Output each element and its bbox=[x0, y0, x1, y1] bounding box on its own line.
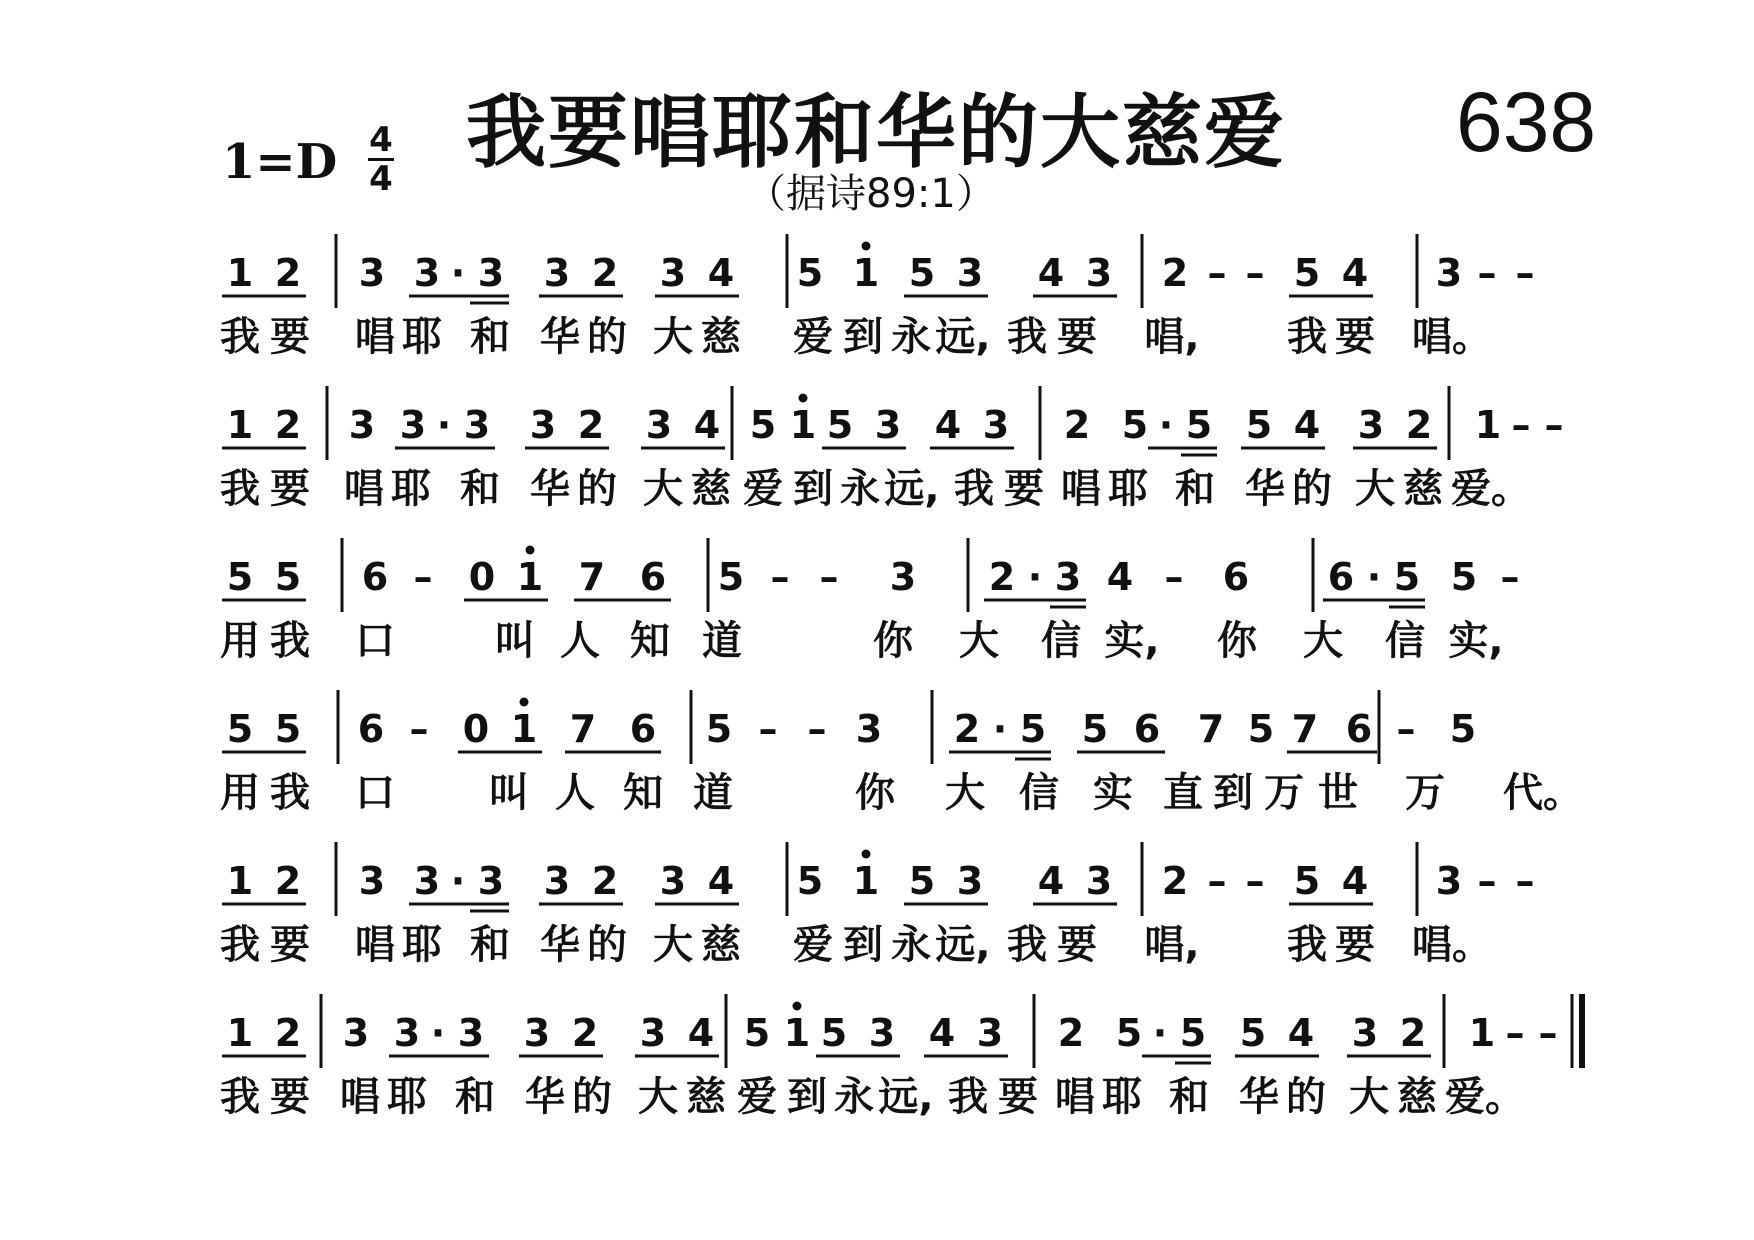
lyric-char: 我 bbox=[1007, 314, 1047, 360]
note: 4 bbox=[928, 1011, 956, 1055]
note: – bbox=[1245, 859, 1265, 903]
lyric-char: 华 bbox=[1239, 1074, 1279, 1120]
lyric-char: 耶 bbox=[1108, 466, 1148, 512]
lyric-char: 的 bbox=[587, 314, 627, 360]
note: 5 bbox=[1019, 707, 1047, 751]
note: 3 bbox=[342, 1011, 370, 1055]
lyric-char: 要 bbox=[270, 466, 310, 512]
note: – bbox=[1164, 555, 1184, 599]
note: 2 bbox=[1161, 251, 1189, 295]
lyric-char: 慈 bbox=[1403, 466, 1443, 512]
note: 3 bbox=[1351, 1011, 1379, 1055]
lyric-char: 华 bbox=[1245, 466, 1285, 512]
lyric-char: 大 bbox=[959, 618, 999, 664]
lyric-char: 要 bbox=[270, 922, 310, 968]
lyric-char: 到 bbox=[843, 314, 883, 360]
lyric-char: 大 bbox=[653, 314, 693, 360]
lyric-char: 远, bbox=[935, 314, 991, 360]
note: 1 bbox=[1468, 1011, 1496, 1055]
lyric-char: 信 bbox=[1019, 770, 1059, 816]
note: 5 bbox=[1081, 707, 1109, 751]
note: 3 bbox=[868, 1011, 896, 1055]
note: – bbox=[807, 707, 827, 751]
note: 5 bbox=[908, 859, 936, 903]
lyric-char: 远, bbox=[935, 922, 991, 968]
note: 5 bbox=[1393, 555, 1421, 599]
note: – bbox=[1515, 251, 1535, 295]
note: 5 bbox=[717, 555, 745, 599]
lyric-char: 要 bbox=[1057, 314, 1097, 360]
note: 5 bbox=[1245, 403, 1273, 447]
note: 4 bbox=[707, 859, 735, 903]
note: 5 bbox=[749, 403, 777, 447]
note: 4 bbox=[1341, 251, 1369, 295]
lyric-char: 人 bbox=[560, 618, 600, 664]
note: 4 bbox=[707, 251, 735, 295]
lyric-char: 和 bbox=[1175, 466, 1215, 512]
note: 3 bbox=[956, 859, 984, 903]
note: 4 bbox=[693, 403, 721, 447]
note: 5 bbox=[1293, 251, 1321, 295]
note: 5 bbox=[1293, 859, 1321, 903]
note: – bbox=[1245, 251, 1265, 295]
note: 3 bbox=[1054, 555, 1082, 599]
note: 3 bbox=[639, 1011, 667, 1055]
lyric-char: 我 bbox=[270, 770, 310, 816]
lyric-char: 口 bbox=[355, 770, 395, 816]
lyric-char: 爱。 bbox=[1451, 466, 1531, 512]
note: 3 bbox=[543, 251, 571, 295]
lyric-char: 耶 bbox=[402, 922, 442, 968]
note: 5 bbox=[274, 707, 302, 751]
note: 4 bbox=[1287, 1011, 1315, 1055]
lyric-char: 耶 bbox=[1102, 1074, 1142, 1120]
lyric-char: 华 bbox=[530, 466, 570, 512]
note: · bbox=[436, 403, 452, 447]
note: 7 bbox=[578, 555, 606, 599]
note: 3 bbox=[1435, 859, 1463, 903]
note: 1 bbox=[852, 859, 880, 903]
key-signature: 1=D bbox=[222, 134, 338, 190]
note: 6 bbox=[361, 555, 389, 599]
lyric-char: 唱。 bbox=[1412, 922, 1492, 968]
note: – bbox=[409, 707, 429, 751]
note: – bbox=[1515, 859, 1535, 903]
lyric-char: 人 bbox=[555, 770, 595, 816]
lyric-char: 大 bbox=[643, 466, 683, 512]
note: 5 bbox=[1121, 403, 1149, 447]
note: 3 bbox=[529, 403, 557, 447]
high-octave-dot bbox=[793, 1002, 802, 1011]
lyric-char: 大 bbox=[1349, 1074, 1389, 1120]
lyric-char: 华 bbox=[525, 1074, 565, 1120]
high-octave-dot bbox=[520, 698, 529, 707]
note: – bbox=[1207, 859, 1227, 903]
note: 2 bbox=[1057, 1011, 1085, 1055]
note: 2 bbox=[274, 403, 302, 447]
note: 1 bbox=[226, 403, 254, 447]
note: 5 bbox=[705, 707, 733, 751]
lyric-char: 实 bbox=[1093, 770, 1133, 816]
song-title: 我要唱耶和华的大慈爱 bbox=[466, 86, 1286, 179]
note: 2 bbox=[274, 251, 302, 295]
note: – bbox=[1500, 555, 1520, 599]
note: 3 bbox=[1085, 251, 1113, 295]
note: – bbox=[1477, 859, 1497, 903]
note: 5 bbox=[826, 403, 854, 447]
time-signature-top: 4 bbox=[369, 120, 393, 160]
note: 2 bbox=[1405, 403, 1433, 447]
note: 0 bbox=[468, 555, 496, 599]
lyric-char: 唱 bbox=[340, 1074, 380, 1120]
lyric-char: 我 bbox=[1007, 922, 1047, 968]
note: 1 bbox=[852, 251, 880, 295]
lyric-char: 大 bbox=[1355, 466, 1395, 512]
lyric-char: 知 bbox=[630, 618, 670, 664]
lyric-char: 耶 bbox=[387, 1074, 427, 1120]
lyric-char: 和 bbox=[470, 922, 510, 968]
note: 2 bbox=[953, 707, 981, 751]
time-signature-bottom: 4 bbox=[369, 159, 393, 199]
note: 5 bbox=[796, 251, 824, 295]
lyric-char: 永 bbox=[891, 922, 931, 968]
note: 5 bbox=[226, 555, 254, 599]
lyric-char: 叫 bbox=[495, 618, 535, 664]
note: 1 bbox=[789, 403, 817, 447]
lyric-char: 唱 bbox=[1061, 466, 1101, 512]
note: 5 bbox=[908, 251, 936, 295]
note: 5 bbox=[1239, 1011, 1267, 1055]
note: 4 bbox=[1293, 403, 1321, 447]
lyric-char: 的 bbox=[577, 466, 617, 512]
note: 6 bbox=[1222, 555, 1250, 599]
note: 3 bbox=[348, 403, 376, 447]
note: 2 bbox=[591, 859, 619, 903]
note: 4 bbox=[1341, 859, 1369, 903]
note: – bbox=[413, 555, 433, 599]
lyric-char: 爱 bbox=[743, 466, 783, 512]
note: 4 bbox=[1037, 859, 1065, 903]
note: 4 bbox=[1037, 251, 1065, 295]
lyric-char: 和 bbox=[470, 314, 510, 360]
note: 3 bbox=[956, 251, 984, 295]
note: 6 bbox=[639, 555, 667, 599]
lyric-char: 大 bbox=[1303, 618, 1343, 664]
lyric-char: 万 bbox=[1405, 770, 1445, 816]
lyric-char: 慈 bbox=[691, 466, 731, 512]
note: 0 bbox=[462, 707, 490, 751]
lyric-char: 世 bbox=[1318, 770, 1358, 816]
lyric-char: 要 bbox=[1057, 922, 1097, 968]
note: 2 bbox=[1399, 1011, 1427, 1055]
note: 5 bbox=[1450, 555, 1478, 599]
note: 2 bbox=[1161, 859, 1189, 903]
lyric-char: 到 bbox=[793, 466, 833, 512]
lyric-char: 万 bbox=[1264, 770, 1304, 816]
lyric-char: 唱, bbox=[1144, 314, 1200, 360]
lyric-char: 要 bbox=[998, 1074, 1038, 1120]
high-octave-dot bbox=[862, 850, 871, 859]
lyric-char: 实, bbox=[1104, 618, 1160, 664]
lyric-char: 唱 bbox=[355, 922, 395, 968]
note: 3 bbox=[543, 859, 571, 903]
lyric-char: 的 bbox=[572, 1074, 612, 1120]
note: 6 bbox=[1327, 555, 1355, 599]
note: 2 bbox=[988, 555, 1016, 599]
note: – bbox=[1207, 251, 1227, 295]
lyric-char: 永 bbox=[834, 1074, 874, 1120]
lyric-char: 到 bbox=[1213, 770, 1253, 816]
note: – bbox=[1544, 403, 1564, 447]
lyric-char: 我 bbox=[1287, 922, 1327, 968]
lyric-char: 我 bbox=[220, 922, 260, 968]
note: · bbox=[450, 859, 466, 903]
note: – bbox=[1505, 1011, 1525, 1055]
lyric-char: 信 bbox=[1041, 618, 1081, 664]
lyric-char: 爱 bbox=[793, 314, 833, 360]
lyric-char: 要 bbox=[1004, 466, 1044, 512]
lyric-char: 和 bbox=[1169, 1074, 1209, 1120]
lyric-char: 和 bbox=[455, 1074, 495, 1120]
lyric-char: 代。 bbox=[1503, 770, 1583, 816]
note: 5 bbox=[820, 1011, 848, 1055]
lyric-char: 唱 bbox=[344, 466, 384, 512]
lyric-char: 我 bbox=[270, 618, 310, 664]
lyric-char: 口 bbox=[355, 618, 395, 664]
note: – bbox=[1538, 1011, 1558, 1055]
note: 3 bbox=[523, 1011, 551, 1055]
note: 3 bbox=[393, 1011, 421, 1055]
note: 3 bbox=[358, 859, 386, 903]
note: 3 bbox=[889, 555, 917, 599]
note: 5 bbox=[1179, 1011, 1207, 1055]
lyric-char: 道 bbox=[702, 618, 742, 664]
lyric-char: 大 bbox=[945, 770, 985, 816]
lyric-char: 实, bbox=[1448, 618, 1504, 664]
high-octave-dot bbox=[526, 546, 535, 555]
note: 3 bbox=[659, 251, 687, 295]
lyric-char: 我 bbox=[948, 1074, 988, 1120]
lyric-char: 我 bbox=[1287, 314, 1327, 360]
note: 5 bbox=[1247, 707, 1275, 751]
lyric-char: 大 bbox=[653, 922, 693, 968]
note: 7 bbox=[1197, 707, 1225, 751]
note: 2 bbox=[1063, 403, 1091, 447]
lyric-char: 道 bbox=[693, 770, 733, 816]
note: 6 bbox=[629, 707, 657, 751]
note: 5 bbox=[1449, 707, 1477, 751]
lyric-char: 你 bbox=[1217, 618, 1257, 664]
lyric-char: 的 bbox=[1292, 466, 1332, 512]
note: 3 bbox=[659, 859, 687, 903]
note: 3 bbox=[457, 1011, 485, 1055]
lyric-char: 慈 bbox=[686, 1074, 726, 1120]
note: 1 bbox=[516, 555, 544, 599]
note: 4 bbox=[1106, 555, 1134, 599]
lyric-char: 唱, bbox=[1144, 922, 1200, 968]
note: 3 bbox=[976, 1011, 1004, 1055]
note: 2 bbox=[274, 859, 302, 903]
lyric-char: 你 bbox=[855, 770, 895, 816]
lyric-char: 华 bbox=[540, 922, 580, 968]
note: 4 bbox=[934, 403, 962, 447]
lyric-char: 大 bbox=[638, 1074, 678, 1120]
lyric-char: 知 bbox=[623, 770, 663, 816]
note: · bbox=[1027, 555, 1043, 599]
lyric-char: 叫 bbox=[489, 770, 529, 816]
lyric-char: 耶 bbox=[391, 466, 431, 512]
lyric-char: 唱。 bbox=[1412, 314, 1492, 360]
hymn-number: 638 bbox=[1456, 75, 1597, 169]
note: – bbox=[1477, 251, 1497, 295]
note: 5 bbox=[226, 707, 254, 751]
lyric-char: 要 bbox=[270, 314, 310, 360]
note: 3 bbox=[413, 251, 441, 295]
note: – bbox=[1396, 707, 1416, 751]
note: 3 bbox=[413, 859, 441, 903]
lyric-char: 慈 bbox=[701, 922, 741, 968]
note: 5 bbox=[1185, 403, 1213, 447]
note: 3 bbox=[645, 403, 673, 447]
lyric-char: 我 bbox=[220, 1074, 260, 1120]
note: · bbox=[430, 1011, 446, 1055]
lyric-char: 信 bbox=[1385, 618, 1425, 664]
note: 1 bbox=[510, 707, 538, 751]
note: 1 bbox=[783, 1011, 811, 1055]
high-octave-dot bbox=[799, 394, 808, 403]
note: 3 bbox=[477, 859, 505, 903]
note: 3 bbox=[1357, 403, 1385, 447]
note: · bbox=[1366, 555, 1382, 599]
lyric-char: 远, bbox=[884, 466, 940, 512]
note: 3 bbox=[1085, 859, 1113, 903]
note: 5 bbox=[274, 555, 302, 599]
note: 1 bbox=[226, 859, 254, 903]
note: 2 bbox=[577, 403, 605, 447]
note: 6 bbox=[1345, 707, 1373, 751]
note: – bbox=[819, 555, 839, 599]
lyric-char: 的 bbox=[587, 922, 627, 968]
note: 5 bbox=[1115, 1011, 1143, 1055]
note: 1 bbox=[226, 1011, 254, 1055]
note: 3 bbox=[874, 403, 902, 447]
lyric-char: 慈 bbox=[701, 314, 741, 360]
note: 3 bbox=[855, 707, 883, 751]
note: 2 bbox=[591, 251, 619, 295]
lyric-char: 要 bbox=[1335, 922, 1375, 968]
note: 3 bbox=[477, 251, 505, 295]
lyric-char: 远, bbox=[878, 1074, 934, 1120]
note: 1 bbox=[226, 251, 254, 295]
lyric-char: 爱 bbox=[793, 922, 833, 968]
lyric-char: 直 bbox=[1163, 770, 1203, 816]
lyric-char: 我 bbox=[220, 466, 260, 512]
lyric-char: 永 bbox=[891, 314, 931, 360]
lyric-char: 的 bbox=[1286, 1074, 1326, 1120]
lyric-char: 要 bbox=[1335, 314, 1375, 360]
note: 3 bbox=[399, 403, 427, 447]
note: 2 bbox=[274, 1011, 302, 1055]
lyric-char: 爱。 bbox=[1445, 1074, 1525, 1120]
note: 6 bbox=[357, 707, 385, 751]
lyric-char: 我 bbox=[220, 314, 260, 360]
note: 7 bbox=[1291, 707, 1319, 751]
note: 6 bbox=[1133, 707, 1161, 751]
note: 5 bbox=[743, 1011, 771, 1055]
high-octave-dot bbox=[862, 242, 871, 251]
lyric-char: 你 bbox=[873, 618, 913, 664]
lyric-char: 用 bbox=[220, 770, 260, 816]
note: 2 bbox=[571, 1011, 599, 1055]
lyric-char: 永 bbox=[840, 466, 880, 512]
note: 3 bbox=[463, 403, 491, 447]
lyric-char: 和 bbox=[460, 466, 500, 512]
note: – bbox=[1511, 403, 1531, 447]
lyric-char: 慈 bbox=[1397, 1074, 1437, 1120]
lyric-char: 耶 bbox=[402, 314, 442, 360]
lyric-char: 用 bbox=[220, 618, 260, 664]
lyric-char: 华 bbox=[540, 314, 580, 360]
note: 3 bbox=[1435, 251, 1463, 295]
note: – bbox=[770, 555, 790, 599]
note: · bbox=[1158, 403, 1174, 447]
note: – bbox=[758, 707, 778, 751]
song-subtitle: （据诗89:1） bbox=[746, 171, 996, 217]
lyric-char: 唱 bbox=[1055, 1074, 1095, 1120]
note: 4 bbox=[687, 1011, 715, 1055]
lyric-char: 我 bbox=[954, 466, 994, 512]
note: 7 bbox=[569, 707, 597, 751]
lyric-char: 要 bbox=[270, 1074, 310, 1120]
note: 5 bbox=[796, 859, 824, 903]
note: · bbox=[450, 251, 466, 295]
note: · bbox=[1152, 1011, 1168, 1055]
note: · bbox=[992, 707, 1008, 751]
note: 1 bbox=[1474, 403, 1502, 447]
note: 3 bbox=[358, 251, 386, 295]
lyric-char: 到 bbox=[787, 1074, 827, 1120]
lyric-char: 唱 bbox=[355, 314, 395, 360]
note: 3 bbox=[982, 403, 1010, 447]
lyric-char: 爱 bbox=[737, 1074, 777, 1120]
lyric-char: 到 bbox=[843, 922, 883, 968]
